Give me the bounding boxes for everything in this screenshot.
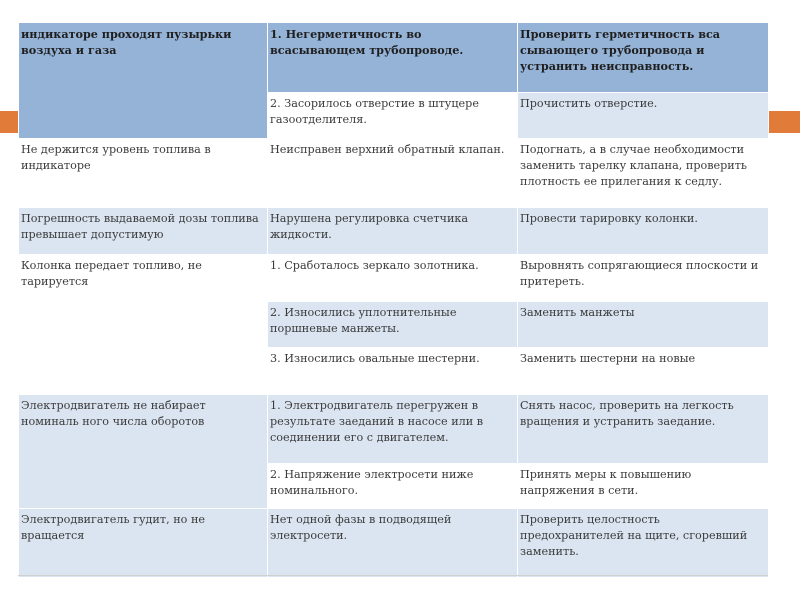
remedy-cell: Принять меры к повышению напряжения в сети.	[518, 464, 769, 509]
cause-cell: Неисправен верхний обратный клапан.	[268, 139, 518, 208]
symptom-cell: Электродвигатель гудит, но не вращается	[19, 509, 268, 578]
symptom-cell: Погрешность выдаваемой дозы топлива превышает допустимую	[19, 208, 268, 255]
symptom-cell: Электродвигатель не набирает номиналь ного числа оборотов	[19, 395, 268, 509]
remedy-cell: Снять насос, проверить на легкость вращения и устранить заедание.	[518, 395, 769, 464]
accent-bar-right	[768, 111, 800, 133]
cause-cell: 1. Негерметичность во всасывающем трубопроводе.	[268, 23, 518, 93]
accent-bar-left	[0, 111, 18, 133]
cause-cell: Нет одной фазы в подводящей электросети.	[268, 509, 518, 578]
remedy-cell: Подогнать, а в случае необходимости заменить тарелку клапана, проверить плотность ее прилегания к седлу.	[518, 139, 769, 208]
remedy-cell: Заменить манжеты	[518, 302, 769, 348]
table-row	[19, 509, 769, 578]
fault-table	[18, 22, 769, 578]
cause-cell: 2. Засорилось отверстие в штуцере газоотделителя.	[268, 93, 518, 139]
table-row	[19, 255, 769, 302]
table-row	[19, 139, 769, 208]
remedy-cell: Выровнять сопрягающиеся плоскости и притереть.	[518, 255, 769, 302]
remedy-cell: Проверить целостность предохранителей на щите, сгоревший заменить.	[518, 509, 769, 578]
symptom-cell: Не держится уровень топлива в индикаторе	[19, 139, 268, 208]
remedy-cell: Заменить шестерни на новые	[518, 348, 769, 395]
cause-cell: 2. Напряжение электросети ниже номинального.	[268, 464, 518, 509]
remedy-cell: Провести тарировку колонки.	[518, 208, 769, 255]
remedy-cell: Прочистить отверстие.	[518, 93, 769, 139]
cause-cell: 1. Электродвигатель перегружен в результате заеданий в насосе или в соединении его с двигателем.	[268, 395, 518, 464]
table-row	[19, 208, 769, 255]
bottom-rule	[18, 575, 768, 576]
symptom-cell: индикаторе проходят пузырьки воздуха и газа	[19, 23, 268, 139]
cause-cell: 2. Износились уплотнительные поршневые манжеты.	[268, 302, 518, 348]
cause-cell: 1. Сработалось зеркало золотника.	[268, 255, 518, 302]
cause-cell: Нарушена регулировка счетчика жидкости.	[268, 208, 518, 255]
table-row	[19, 395, 769, 464]
symptom-cell: Колонка передает топливо, не тарируется	[19, 255, 268, 395]
cause-cell: 3. Износились овальные шестерни.	[268, 348, 518, 395]
table-row	[19, 23, 769, 93]
remedy-cell: Проверить герметичность вса сывающего трубопровода и устранить неисправность.	[518, 23, 769, 93]
